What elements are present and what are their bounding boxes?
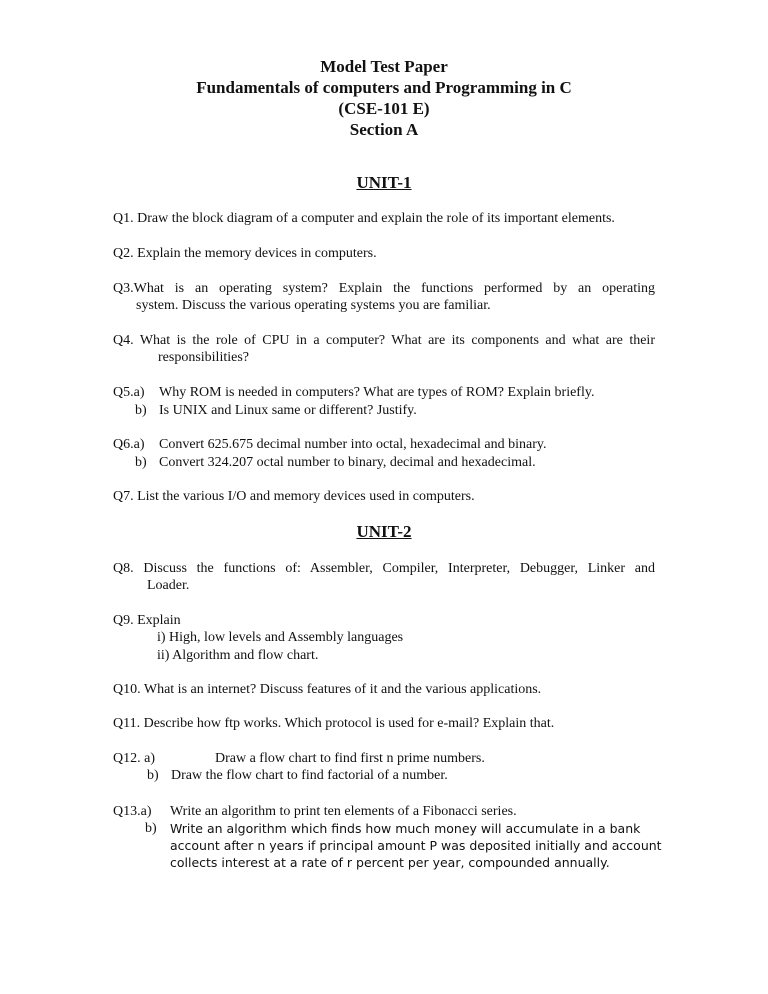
paper-subject: Fundamentals of computers and Programming in C — [196, 78, 572, 97]
question-10: Q10. What is an internet? Discuss features of it and the various applications. — [113, 682, 542, 697]
unit-1-heading: UNIT-1 — [356, 173, 412, 192]
question-3-line-1: Q3.What is an operating system? Explain the functions performed by an operating — [113, 281, 655, 296]
question-5b-label: b) — [135, 403, 147, 418]
question-9: Q9. Explain — [113, 613, 181, 628]
question-13-label: Q13.a) — [113, 804, 152, 819]
question-9-part-i: i) High, low levels and Assembly languages — [157, 630, 404, 645]
question-5a: Why ROM is needed in computers? What are types of ROM? Explain briefly. — [159, 385, 595, 400]
paper-course-code: (CSE-101 E) — [338, 99, 430, 118]
question-3-line-2: system. Discuss the various operating systems you are familiar. — [136, 298, 491, 313]
question-8-line-1: Q8. Discuss the functions of: Assembler, Compiler, Interpreter, Debugger, Linker and — [113, 561, 655, 576]
question-6b: Convert 324.207 octal number to binary, decimal and hexadecimal. — [159, 455, 536, 470]
question-5-label: Q5.a) — [113, 385, 145, 400]
question-5b: Is UNIX and Linux same or different? Justify. — [159, 403, 417, 418]
question-4-line-1: Q4. What is the role of CPU in a computer? What are its components and what are their — [113, 333, 655, 348]
question-13b-label: b) — [145, 821, 157, 836]
question-2: Q2. Explain the memory devices in computers. — [113, 246, 377, 261]
question-13a: Write an algorithm to print ten elements of a Fibonacci series. — [170, 804, 517, 819]
question-12a: Draw a flow chart to find first n prime numbers. — [215, 751, 485, 766]
question-12b: Draw the flow chart to find factorial of a number. — [171, 768, 448, 783]
question-11: Q11. Describe how ftp works. Which protocol is used for e-mail? Explain that. — [113, 716, 555, 731]
question-4-line-2: responsibilities? — [158, 350, 249, 365]
question-6-label: Q6.a) — [113, 437, 145, 452]
question-13b-line-3: collects interest at a rate of r percent per year, compounded annually. — [170, 855, 610, 870]
paper-section: Section A — [349, 120, 419, 139]
question-9-part-ii: ii) Algorithm and flow chart. — [157, 648, 319, 663]
question-6a: Convert 625.675 decimal number into octal, hexadecimal and binary. — [159, 437, 547, 452]
question-13b-line-1: Write an algorithm which finds how much money will accumulate in a bank — [170, 821, 641, 836]
paper-title: Model Test Paper — [320, 57, 448, 76]
question-8-line-2: Loader. — [147, 578, 190, 593]
question-1: Q1. Draw the block diagram of a computer and explain the role of its important elements. — [113, 211, 615, 226]
question-7: Q7. List the various I/O and memory devices used in computers. — [113, 489, 475, 504]
question-12b-label: b) — [147, 768, 159, 783]
question-13b-line-2: account after n years if principal amount P was deposited initially and account — [170, 838, 662, 853]
unit-2-heading: UNIT-2 — [356, 522, 412, 541]
question-6b-label: b) — [135, 455, 147, 470]
question-12-label: Q12. a) — [113, 751, 155, 766]
